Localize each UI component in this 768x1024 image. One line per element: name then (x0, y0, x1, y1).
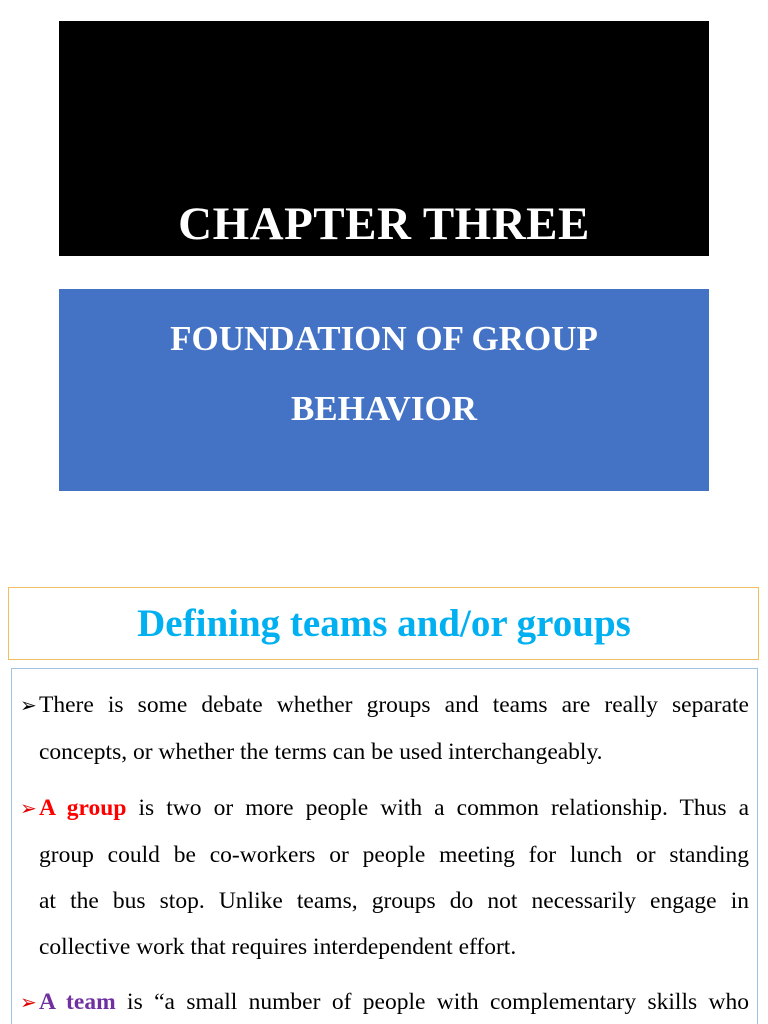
arrow-bullet-icon: ➢ (20, 798, 37, 820)
paragraph-line: concepts, or whether the terms can be used interchangeably. (39, 739, 603, 765)
arrow-bullet-icon: ➢ (20, 695, 37, 717)
chapter-title: CHAPTER THREE (178, 198, 590, 250)
bullet-paragraph-group (20, 785, 749, 970)
subtitle-line-1: FOUNDATION OF GROUP (170, 319, 598, 358)
bullet-paragraph-team (20, 979, 749, 1024)
team-term: A team (39, 989, 116, 1015)
group-term: A group (39, 795, 127, 821)
paragraph-line: There is some debate whether groups and teams are really separate (39, 692, 749, 718)
paragraph-line: at the bus stop. Unlike teams, groups do not necessarily engage in (39, 888, 749, 914)
paragraph-line: group could be co-workers or people meeting for lunch or standing (39, 842, 749, 868)
section-heading: Defining teams and/or groups (137, 602, 631, 645)
subtitle-line-2: BEHAVIOR (290, 389, 478, 428)
paragraph-line: collective work that requires interdependent effort. (39, 934, 517, 960)
paragraph-line: is two or more people with a common relationship. Thus a (126, 795, 749, 821)
bullet-paragraph-debate (20, 682, 749, 775)
paragraph-line: is “a small number of people with complementary skills who (115, 989, 749, 1015)
arrow-bullet-icon: ➢ (20, 992, 37, 1014)
